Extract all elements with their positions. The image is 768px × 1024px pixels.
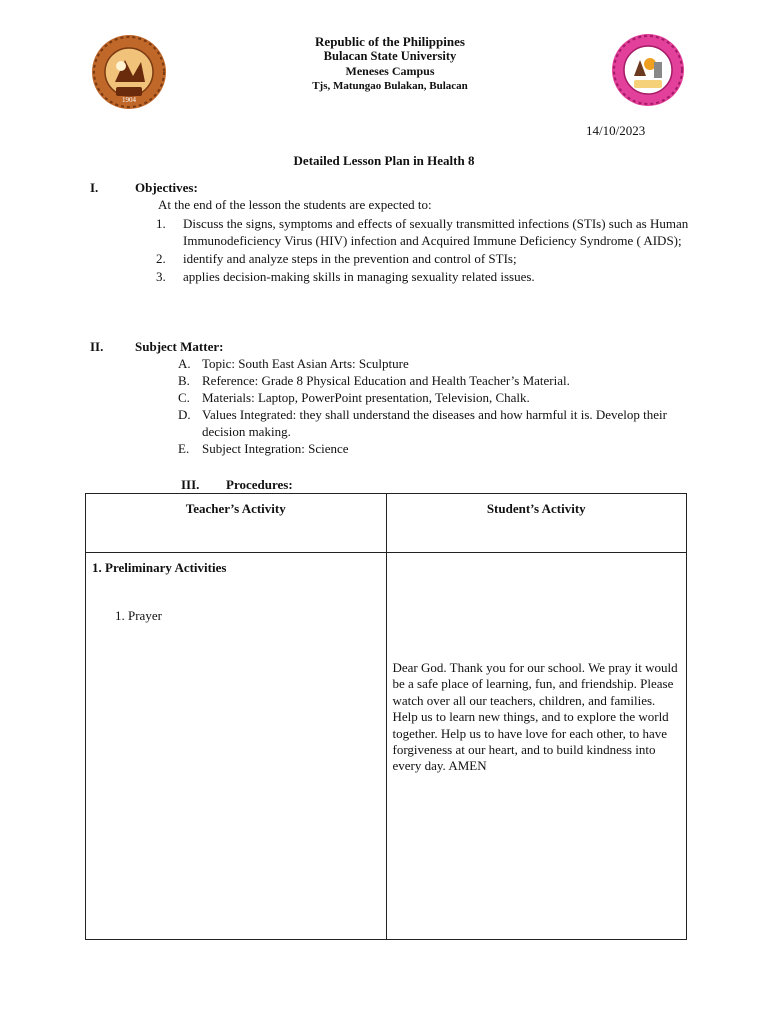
prayer-text: Dear God. Thank you for our school. We pray it would be a safe place of learning, fun, and friendship. Please watch over all our teachers, children, and families. Help us to learn new things, and to explore the world together. Help us to have love for each other, to have forgiveness at our heart, and to build kindness into every day. AMEN xyxy=(392,660,678,774)
objective-text: Discuss the signs, symptoms and effects of sexually transmitted infections (STIs) such as Human Immunodeficiency Virus (HIV) infection and Acquired Immune Deficiency Syndrome ( AIDS); xyxy=(183,216,689,248)
subject-item xyxy=(178,355,678,372)
header-country: Republic of the Philippines xyxy=(315,34,465,49)
subject-matter-list xyxy=(178,355,678,457)
document-header xyxy=(200,34,580,94)
university-seal-logo xyxy=(74,34,184,110)
section-procedures-numeral: III. xyxy=(181,477,200,492)
objectives-intro: At the end of the lesson the students are expected to: xyxy=(158,197,432,212)
subject-item-letter: B. xyxy=(178,373,190,388)
subject-item-letter: D. xyxy=(178,407,191,422)
document-title: Detailed Lesson Plan in Health 8 xyxy=(293,153,475,168)
document-date: 14/10/2023 xyxy=(586,123,646,138)
section-procedures-heading: Procedures: xyxy=(226,477,293,492)
subject-item-letter: C. xyxy=(178,390,190,405)
prayer-label: 1. Prayer xyxy=(115,608,162,623)
objective-text: applies decision-making skills in managing sexuality related issues. xyxy=(183,269,535,284)
objective-item xyxy=(150,250,710,267)
subject-item-letter: A. xyxy=(178,356,191,371)
campus-seal-logo xyxy=(598,33,698,107)
section-subject-numeral: II. xyxy=(90,339,104,354)
objective-text: identify and analyze steps in the prevention and control of STIs; xyxy=(183,251,517,266)
objective-item xyxy=(150,268,710,285)
procedures-table xyxy=(85,493,687,940)
subject-item xyxy=(178,372,678,389)
section-objectives-heading: Objectives: xyxy=(135,180,198,195)
subject-item-text: Subject Integration: Science xyxy=(202,441,349,456)
subject-item-letter: E. xyxy=(178,441,190,456)
student-activity-header: Student’s Activity xyxy=(386,494,687,553)
subject-item xyxy=(178,406,678,440)
objective-item xyxy=(150,215,710,249)
subject-item xyxy=(178,389,678,406)
left-logo-year: 1904 xyxy=(122,96,136,104)
subject-item-text: Topic: South East Asian Arts: Sculpture xyxy=(202,356,409,371)
subject-item-text: Materials: Laptop, PowerPoint presentation, Television, Chalk. xyxy=(202,390,530,405)
header-address: Tjs, Matungao Bulakan, Bulacan xyxy=(312,80,468,92)
teacher-activity-header: Teacher’s Activity xyxy=(86,494,387,553)
section-objectives-numeral: I. xyxy=(90,180,99,195)
preliminary-activities-label: 1. Preliminary Activities xyxy=(92,560,227,575)
student-activity-cell xyxy=(386,553,687,940)
subject-item-text: Values Integrated: they shall understand the diseases and how harmful it is. Develop their decision making. xyxy=(202,407,667,439)
section-subject-heading: Subject Matter: xyxy=(135,339,224,354)
objectives-list xyxy=(150,215,710,286)
header-university: Bulacan State University xyxy=(323,49,457,63)
teacher-activity-cell xyxy=(86,553,387,940)
objective-number: 3. xyxy=(156,269,166,284)
objective-number: 2. xyxy=(156,251,166,266)
subject-item xyxy=(178,440,678,457)
subject-item-text: Reference: Grade 8 Physical Education and Health Teacher’s Material. xyxy=(202,373,570,388)
objective-number: 1. xyxy=(156,216,166,231)
header-campus: Meneses Campus xyxy=(345,64,435,78)
